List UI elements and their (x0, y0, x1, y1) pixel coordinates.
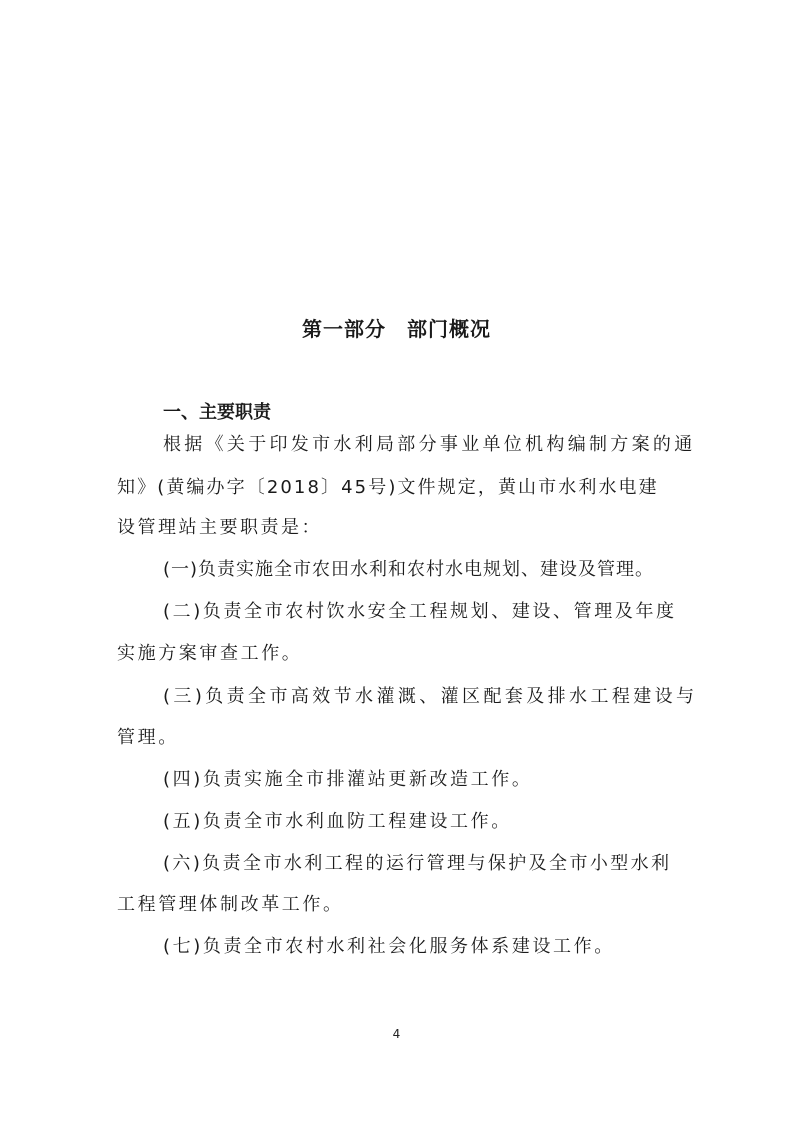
page-number: 4 (392, 1027, 401, 1041)
page-title: 第一部分 部门概况 (302, 317, 491, 341)
duty-item-4: (四)负责实施全市排灌站更新改造工作。 (163, 769, 533, 790)
section-heading: 一、主要职责 (163, 402, 271, 423)
duty-item-3-continued: 管理。 (117, 727, 179, 748)
duty-item-7: (七)负责全市农村水利社会化服务体系建设工作。 (163, 936, 615, 957)
paragraph-line: 知》(黄编办字〔2018〕45号)文件规定，黄山市水利水电建 (117, 477, 659, 498)
duty-item-5: (五)负责全市水利血防工程建设工作。 (163, 811, 512, 832)
duty-item-1: (一)负责实施全市农田水利和农村水电规划、建设及管理。 (163, 559, 655, 580)
paragraph-line: 设管理站主要职责是： (117, 517, 322, 538)
duty-item-2-continued: 实施方案审查工作。 (117, 643, 303, 664)
duty-item-3: (三)负责全市高效节水灌溉、灌区配套及排水工程建设与 (163, 686, 698, 707)
duty-item-2: (二)负责全市农村饮水安全工程规划、建设、管理及年度 (163, 601, 677, 622)
duty-item-6-continued: 工程管理体制改革工作。 (117, 894, 344, 915)
duty-item-6: (六)负责全市水利工程的运行管理与保护及全市小型水利 (163, 853, 672, 874)
paragraph-line: 根据《关于印发市水利局部分事业单位机构编制方案的通 (163, 434, 696, 455)
